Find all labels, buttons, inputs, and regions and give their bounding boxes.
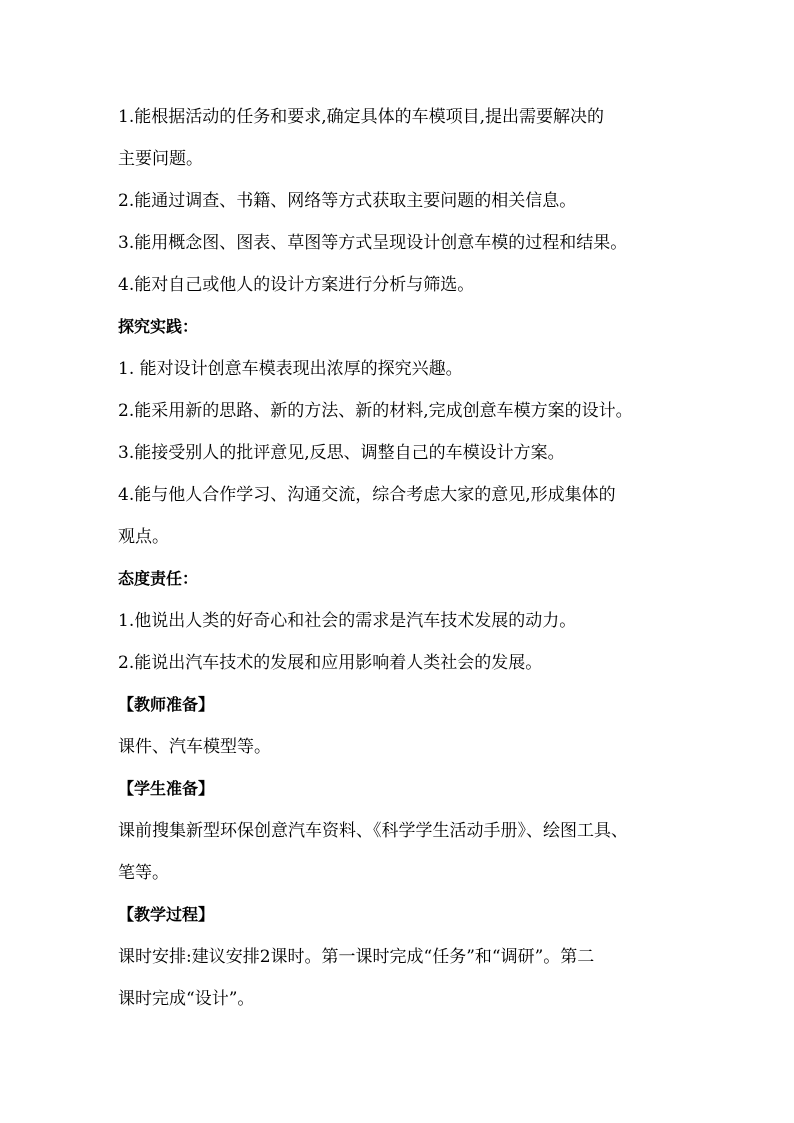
- inquiry-line-4: 4.能与他人合作学习、沟通交流，综合考虑大家的意见,形成集体的: [118, 485, 616, 505]
- attitude-line-2: 2.能说出汽车技术的发展和应用影响着人类社会的发展。: [118, 653, 543, 673]
- objective-line-3: 3.能用概念图、图表、草图等方式呈现设计创意车模的过程和结果。: [118, 233, 628, 253]
- section-heading-process: 【教学过程】: [118, 905, 215, 924]
- inquiry-line-4-cont: 观点。: [118, 527, 169, 547]
- objective-line-2: 2.能通过调查、书籍、网络等方式获取主要问题的相关信息。: [118, 191, 577, 211]
- inquiry-line-2: 2.能采用新的思路、新的方法、新的材料,完成创意车模方案的设计。: [118, 401, 633, 421]
- process-line-1: 课时安排:建议安排2课时。第一课时完成“任务”和“调研”。第二: [118, 947, 595, 967]
- student-prep-line-1: 课前搜集新型环保创意汽车资料、《科学学生活动手册》、绘图工具、: [118, 821, 628, 841]
- section-heading-student-prep: 【学生准备】: [118, 779, 215, 798]
- section-heading-attitude: 态度责任：: [118, 569, 199, 588]
- inquiry-line-1: 1. 能对设计创意车模表现出浓厚的探究兴趣。: [118, 359, 463, 379]
- teacher-prep-line: 课件、汽车模型等。: [118, 737, 271, 757]
- objective-line-1-cont: 主要问题。: [118, 149, 203, 169]
- objective-line-4: 4.能对自己或他人的设计方案进行分析与筛选。: [118, 275, 475, 295]
- process-line-2: 课时完成“设计”。: [118, 989, 255, 1009]
- section-heading-inquiry: 探究实践：: [118, 317, 199, 336]
- student-prep-line-2: 笔等。: [118, 863, 169, 883]
- objective-line-1: 1.能根据活动的任务和要求,确定具体的车模项目,提出需要解决的: [118, 107, 605, 127]
- inquiry-line-3: 3.能接受别人的批评意见,反思、调整自己的车模设计方案。: [118, 443, 565, 463]
- section-heading-teacher-prep: 【教师准备】: [118, 695, 215, 714]
- attitude-line-1: 1.他说出人类的好奇心和社会的需求是汽车技术发展的动力。: [118, 611, 577, 631]
